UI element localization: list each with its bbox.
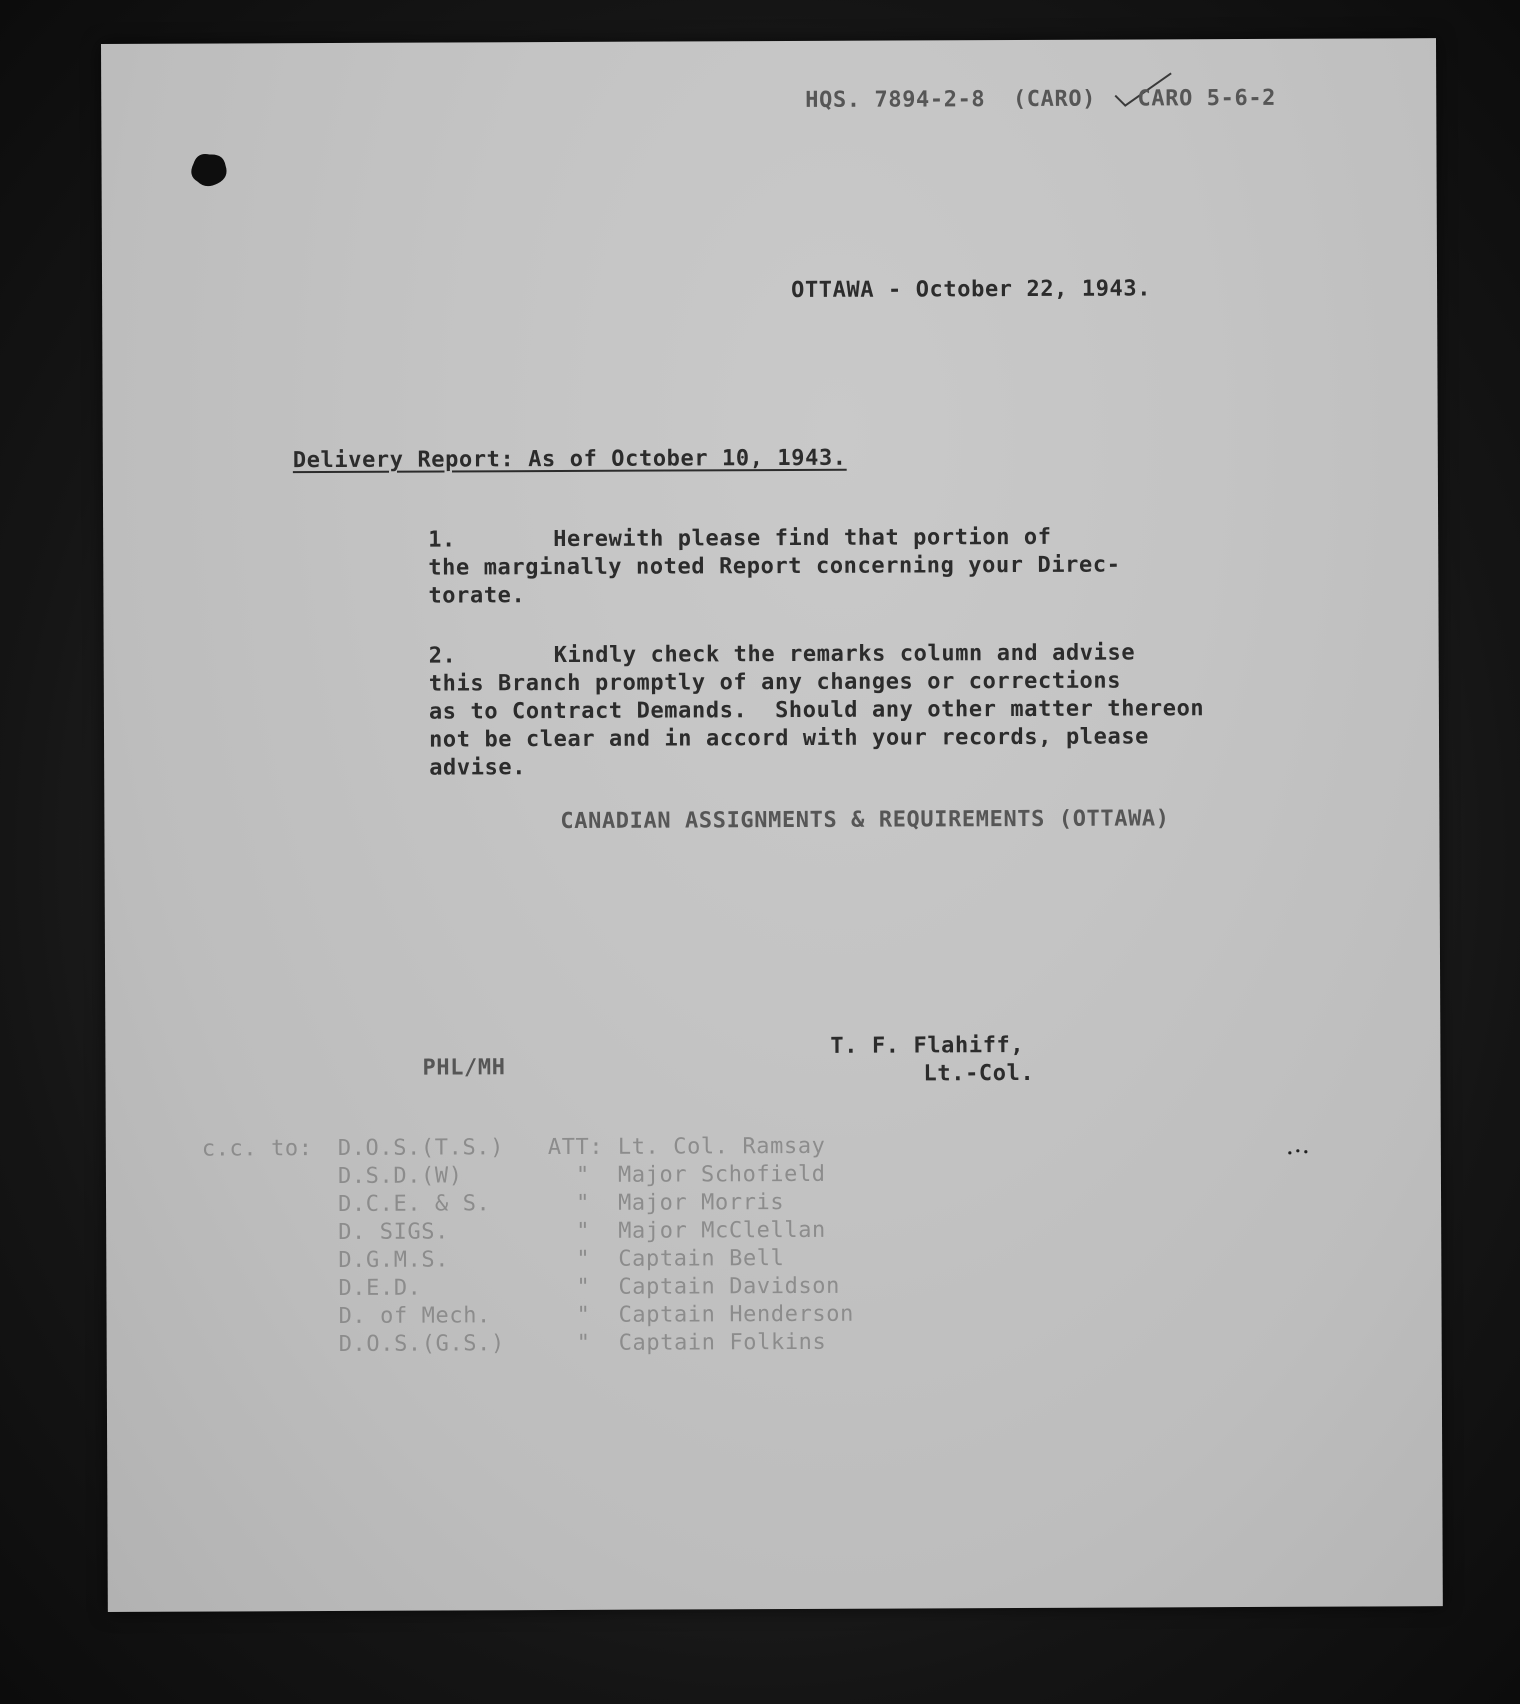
ink-blot-icon	[187, 149, 229, 189]
paragraph-line: Kindly check the remarks column and advise	[553, 640, 1136, 669]
cc-directorate: D.G.M.S.	[338, 1247, 450, 1273]
cc-row	[338, 1245, 784, 1275]
date-line: OTTAWA - October 22, 1943.	[791, 276, 1152, 303]
cc-label: c.c. to:	[201, 1136, 313, 1162]
cc-mark: "	[575, 1162, 590, 1188]
paragraph-line: as to Contract Demands. Should any other matter thereon	[428, 696, 1205, 725]
cc-row	[338, 1217, 826, 1247]
paragraph-line: advise.	[429, 755, 527, 781]
paragraph-1	[428, 524, 1121, 611]
document-page	[101, 38, 1443, 1612]
cc-directorate: D.O.S.(T.S.)	[337, 1135, 505, 1161]
paragraph-line: this Branch promptly of any changes or corrections	[428, 668, 1122, 697]
cc-person: Major Morris	[618, 1190, 785, 1216]
signoff-line: CANADIAN ASSIGNMENTS & REQUIREMENTS (OTTAWA)	[560, 806, 1170, 835]
cc-person: Captain Folkins	[618, 1329, 827, 1356]
paragraph-line: the marginally noted Report concerning your Direc-	[428, 552, 1121, 581]
paragraph-number: 2.	[428, 643, 457, 669]
cc-person: Captain Henderson	[618, 1301, 854, 1328]
subject-line: Delivery Report: As of October 10, 1943.	[292, 445, 847, 474]
paragraph-number: 1.	[428, 527, 456, 553]
cc-directorate: D.O.S.(G.S.)	[338, 1331, 505, 1357]
cc-mark: "	[576, 1330, 591, 1356]
cc-directorate: D. SIGS.	[338, 1219, 450, 1245]
cc-person: Captain Bell	[618, 1246, 785, 1272]
cc-mark: "	[576, 1190, 591, 1216]
cc-mark: ATT:	[547, 1134, 604, 1161]
paragraph-line: not be clear and in accord with your records, please	[428, 724, 1150, 753]
paragraph-line: Herewith please find that portion of	[553, 524, 1052, 553]
cc-mark: "	[576, 1246, 591, 1272]
cc-person: Lt. Col. Ramsay	[617, 1133, 826, 1160]
file-reference: HQS. 7894-2-8 (CARO) CARO 5-6-2	[805, 85, 1277, 113]
cc-mark: "	[576, 1274, 591, 1300]
cc-directorate: D.S.D.(W)	[337, 1163, 463, 1189]
punch-dots-icon	[1286, 1147, 1312, 1157]
cc-person: Major McClellan	[618, 1217, 826, 1244]
cc-mark: "	[576, 1302, 591, 1328]
cc-row	[339, 1329, 827, 1359]
cc-directorate: D.E.D.	[338, 1275, 422, 1301]
cc-mark: "	[576, 1218, 591, 1244]
paragraph-2	[429, 639, 1205, 782]
signer-rank: Lt.-Col.	[923, 1060, 1035, 1087]
cc-row	[338, 1301, 853, 1331]
cc-row	[338, 1273, 840, 1303]
signer-name: T. F. Flahiff,	[830, 1032, 1025, 1059]
cc-row	[338, 1161, 826, 1191]
typist-initials: PHL/MH	[422, 1055, 506, 1081]
cc-row	[338, 1133, 826, 1163]
cc-person: Major Schofield	[617, 1161, 826, 1188]
paragraph-line: torate.	[428, 583, 526, 609]
cc-row	[338, 1189, 784, 1219]
cc-directorate: D. of Mech.	[338, 1303, 491, 1329]
cc-person: Captain Davidson	[618, 1273, 841, 1300]
cc-directorate: D.C.E. & S.	[338, 1191, 491, 1217]
